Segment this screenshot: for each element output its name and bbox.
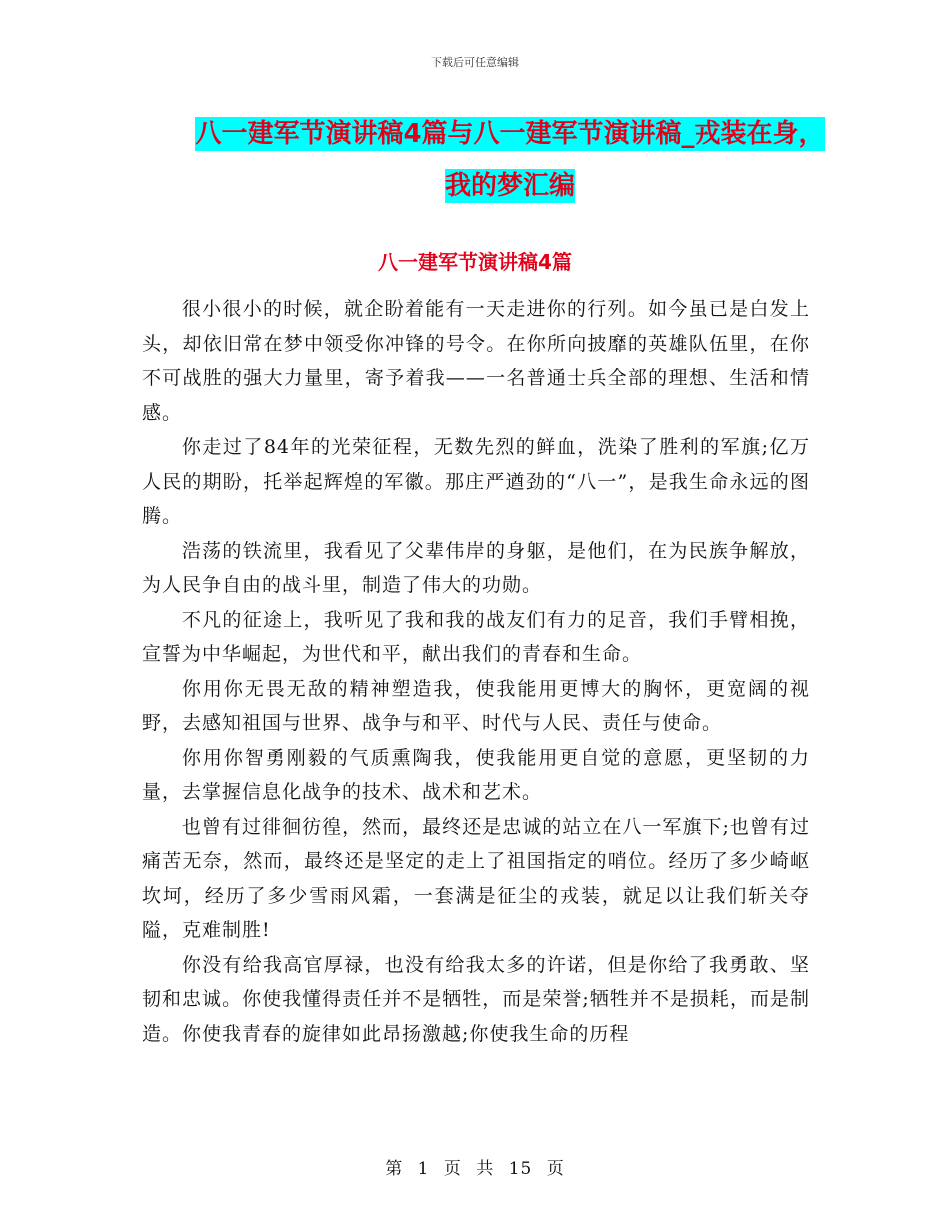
paragraph: 你没有给我高官厚禄，也没有给我太多的许诺，但是你给了我勇敢、坚韧和忠诚。你使我懂得责任并不是牺牲，而是荣誉;牺牲并不是损耗，而是制造。你使我青春的旋律如此昂扬激越;你使我生命的历程 bbox=[142, 953, 810, 1045]
document-title bbox=[150, 108, 870, 212]
document-title-line-1: 八一建军节演讲稿4篇与八一建军节演讲稿_戎装在身， bbox=[195, 119, 825, 149]
footer-label-page-unit: 页 bbox=[443, 1159, 462, 1179]
section-title: 八一建军节演讲稿4篇 bbox=[378, 250, 572, 274]
paragraph: 不凡的征途上，我听见了我和我的战友们有力的足音，我们手臂相挽，宣誓为中华崛起，为世代和平，献出我们的青春和生命。 bbox=[142, 608, 810, 665]
paragraph: 你用你无畏无敌的精神塑造我，使我能用更博大的胸怀，更宽阔的视野，去感知祖国与世界、战争与和平、时代与人民、责任与使命。 bbox=[142, 677, 810, 734]
paragraph: 你走过了84年的光荣征程，无数先烈的鲜血，洗染了胜利的军旗;亿万人民的期盼，托举起辉煌的军徽。那庄严遒劲的“八一”，是我生命永远的图腾。 bbox=[142, 436, 810, 527]
footer-current-page: 1 bbox=[417, 1159, 430, 1179]
page-header-note: 下载后可任意编辑 bbox=[431, 56, 519, 69]
page-footer bbox=[0, 1154, 950, 1179]
document-title-line-2: 我的梦汇编 bbox=[444, 171, 575, 201]
footer-label-total: 共 bbox=[476, 1159, 495, 1179]
footer-total-pages: 15 bbox=[508, 1159, 533, 1179]
paragraph: 很小很小的时候，就企盼着能有一天走进你的行列。如今虽已是白发上头，却依旧常在梦中领受你冲锋的号令。在你所向披靡的英雄队伍里，在你不可战胜的强大力量里，寄予着我——一名普通士兵全部的理想、生活和情感。 bbox=[142, 298, 810, 424]
footer-label-total-unit: 页 bbox=[546, 1159, 565, 1179]
paragraph: 你用你智勇刚毅的气质熏陶我，使我能用更自觉的意愿，更坚韧的力量，去掌握信息化战争的技术、战术和艺术。 bbox=[142, 746, 810, 803]
document-body bbox=[142, 292, 810, 1051]
paragraph: 也曾有过徘徊彷徨，然而，最终还是忠诚的站立在八一军旗下;也曾有过痛苦无奈，然而，最终还是坚定的走上了祖国指定的哨位。经历了多少崎岖坎坷，经历了多少雪雨风霜，一套满是征尘的戎装，就足以让我们斩关夺隘，克难制胜! bbox=[142, 815, 810, 941]
paragraph: 浩荡的铁流里，我看见了父辈伟岸的身躯，是他们，在为民族争解放，为人民争自由的战斗里，制造了伟大的功勋。 bbox=[142, 539, 810, 596]
footer-label-page: 第 bbox=[385, 1159, 404, 1179]
